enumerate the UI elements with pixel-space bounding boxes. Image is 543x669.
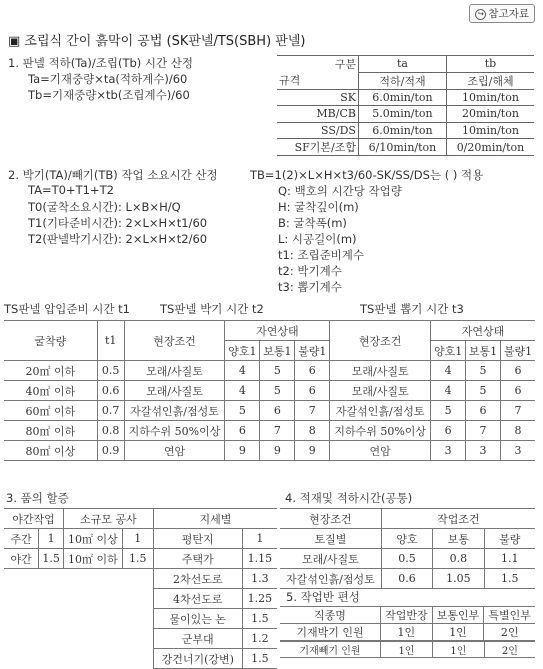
t2-caption: TS판넬 박기 시간 t2 (160, 302, 264, 316)
crew-table: 직종명 작업반장 보통인부 특별인부 기재박기 인원 1인 1인 2인 (280, 606, 535, 641)
crew-table-bottom (280, 641, 535, 658)
section2-formula-t2: T2(판넬박기시간): 2×L×H×t2/60 (28, 232, 208, 246)
header-depth: 굴착량 (4, 321, 97, 361)
table-row: 모래/사질토 0.5 0.8 1.1 (280, 549, 535, 569)
loading-time-table (277, 55, 534, 156)
table-row: 4차선도로 1.25 (4, 589, 277, 609)
section2-formula-t1: T1(기타준비시간): 2×L×H×t1/60 (28, 216, 208, 230)
table-row: 물이있는 논 1.5 (4, 609, 277, 629)
legend-t3: t3: 뽑기계수 (278, 280, 342, 294)
section1-formula-tb: Tb=기재중량×tb(조립계수)/60 (28, 88, 190, 102)
header-ta-sub: 적하/적재 (358, 72, 446, 89)
table-row: 60㎡ 이하 0.7 자갈섞인흙/점성토 5 6 7 자갈섞인흙/점성토 5 6 7 (4, 401, 535, 421)
table-row: 80㎡ 이하 0.8 지하수위 50%이상 6 7 8 지하수위 50%이상 6 7 8 (4, 421, 535, 441)
header-gubun: 구분 (277, 56, 358, 73)
table-row: 기재빼기 인원 1인 1인 2인 (280, 642, 535, 658)
section1-heading: 1. 판넬 적하(Ta)/조립(Tb) 시간 산정 (8, 56, 193, 70)
section2-formula-ta: TA=T0+T1+T2 (28, 183, 114, 197)
t1-caption: TS판넬 압입준비 시간 t1 (4, 302, 130, 316)
section1-formula-ta: Ta=기재중량×ta(적하계수)/60 (28, 72, 188, 86)
table-row: 자갈섞인흙/점성토 0.6 1.05 1.5 (280, 569, 535, 589)
table-row: 80㎡ 이상 0.9 연암 9 9 9 연암 3 3 3 (4, 441, 535, 461)
table-row: SS/DS 6.0min/ton 10min/ton (277, 122, 534, 139)
header-site-t3: 현장조건 (330, 321, 431, 361)
section4-heading: 4. 적재및 적하시간(공통) (285, 491, 413, 505)
table-row: SK 6.0min/ton 10min/ton (277, 89, 534, 106)
legend-t1: t1: 조립준비계수 (278, 248, 365, 262)
table-row: MB/CB 5.0min/ton 20min/ton (277, 106, 534, 123)
legend-q: Q: 백호의 시간당 작업량 (278, 184, 402, 198)
header-nature-t2: 자연상태 (225, 321, 330, 341)
legend-l: L: 시공길이(m) (278, 232, 357, 246)
ts-panel-table: 굴착량 t1 현장조건 자연상태 현장조건 자연상태 양호1 보통1 불량1 양호1 보통1 불량1 20㎡ 이하 0.5 모래/사질토 4 5 6 모래/사질토 4 5 6 40㎡ 이하 0.6 모래/사질토 4 5 6 모래/사질토 4 5 6 60㎡ 이하 0.7 자갈섞인흙/점성토 5 6 7 자갈섞인흙/점성토 5 6 7 80㎡ 이하 0.8 지하수위 50%이상 6 7 8 지하수위 50%이상 6 7 8 80㎡ 이상 0.9 연암 9 9 9 연암 3 3 3 (4, 320, 535, 461)
section2-heading: 2. 박기(TA)/빼기(TB) 작업 소요시간 산정 (8, 168, 218, 182)
surcharge-table: 야간작업 소규모 공사 지세별 주간 1 10㎡ 이상 1 평탄지 1 야간 1.5 10㎡ 이하 1.5 주택가 1.15 2차선도로 1.3 4차선도로 1.25 물이있는 논 1.5 군부대 1.2 강건너기(강변) 1.5 (4, 508, 277, 669)
legend-h: H: 굴착깊이(m) (278, 200, 359, 214)
table-row: 강건너기(강변) 1.5 (4, 649, 277, 669)
t3-caption: TS판넬 뽑기 시간 t3 (360, 302, 464, 316)
legend-t2: t2: 박기계수 (278, 264, 342, 278)
header-gyugyeok: 규격 (277, 72, 358, 89)
page-title: ▣ 조립식 간이 흙막이 공법 (SK판넬/TS(SBH) 판넬) (8, 34, 306, 49)
crew-table-row2-wrap (280, 641, 535, 658)
header-site-t2: 현장조건 (124, 321, 225, 361)
table-row: SF기본/조합 6/10min/ton 0/20min/ton (277, 139, 534, 156)
table-row: 20㎡ 이하 0.5 모래/사질토 4 5 6 모래/사질토 4 5 6 (4, 361, 535, 381)
header-tb: tb (446, 56, 534, 73)
header-tb-sub: 조립/해체 (446, 72, 534, 89)
table-row: 야간 1.5 10㎡ 이하 1.5 주택가 1.15 (4, 549, 277, 569)
header-t1: t1 (97, 321, 124, 361)
table-row: 40㎡ 이하 0.6 모래/사질토 4 5 6 모래/사질토 4 5 6 (4, 381, 535, 401)
legend-b: B: 굴착폭(m) (278, 216, 347, 230)
reference-label: 참고자료 (488, 8, 529, 20)
section2-formula-t0: T0(굴착소요시간): L×B×H/Q (28, 200, 181, 214)
header-nature-t3: 자연상태 (431, 321, 535, 341)
section3-heading: 3. 품의 할증 (6, 491, 69, 505)
header-ta: ta (358, 56, 446, 73)
table-row: 주간 1 10㎡ 이상 1 평탄지 1 (4, 529, 277, 549)
table-row: 기재박기 인원 1인 1인 2인 (280, 624, 535, 641)
table-row: 군부대 1.2 (4, 629, 277, 649)
reference-button[interactable] (469, 4, 535, 23)
reference-icon: ↪ (475, 9, 486, 20)
section5-heading: 5. 작업반 편성 (286, 590, 360, 604)
loading-common-table: 현장조건 작업조건 토질별 양호 보통 불량 모래/사질토 0.5 0.8 1.1 자갈섞인흙/점성토 0.6 1.05 1.5 (280, 508, 535, 589)
table-row: 2차선도로 1.3 (4, 569, 277, 589)
section2-formula-tb: TB=1(2)×L×H×t3/60-SK/SS/DS는 ( ) 적용 (250, 168, 484, 182)
